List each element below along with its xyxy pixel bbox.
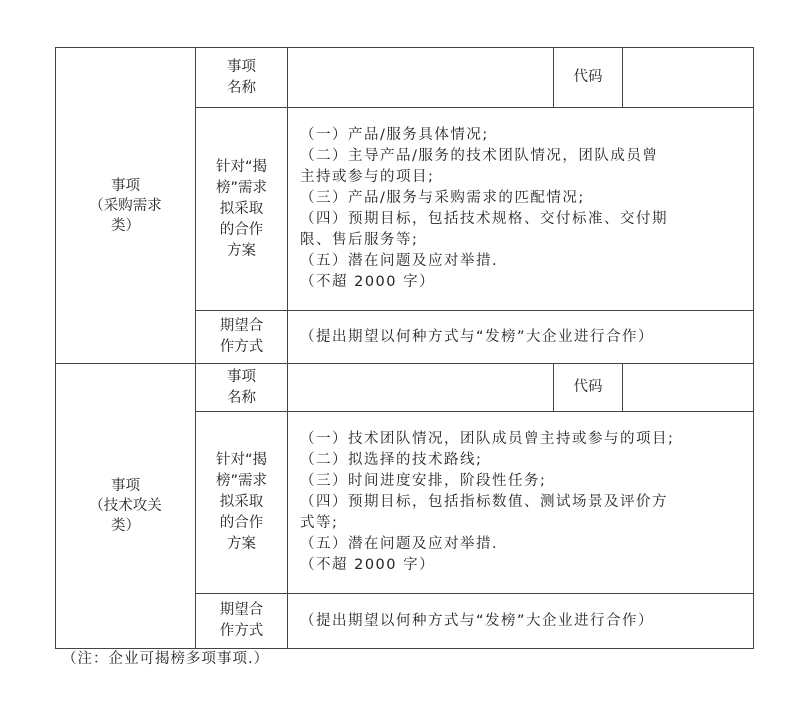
text-line: 期望合 <box>219 602 264 618</box>
application-table <box>55 47 754 649</box>
mode-label <box>196 594 288 649</box>
text-line: （三）产品/服务与采购需求的匹配情况; <box>300 190 585 206</box>
text-line: 事项 <box>111 478 140 494</box>
text-line: 榜”需求 <box>215 179 267 196</box>
text-line: （不超 2000 字） <box>300 274 436 290</box>
text-line: 限、售后服务等; <box>300 232 419 248</box>
text-line: 名称 <box>227 389 256 406</box>
category-cell <box>56 364 196 649</box>
code-label: 代码 <box>554 364 623 412</box>
text-line: 榜”需求 <box>215 473 267 489</box>
text-line: （二）拟选择的技术路线; <box>300 452 483 468</box>
footnote: （注：企业可揭榜多项事项.） <box>62 651 270 667</box>
text-line: 方案 <box>227 536 256 552</box>
text-line: （采购需求 <box>89 197 162 214</box>
mode-label <box>196 311 288 364</box>
mode-field[interactable]: （提出期望以何种方式与“发榜”大企业进行合作） <box>288 594 754 649</box>
text-line: 类） <box>111 217 140 234</box>
text-line: （五）潜在问题及应对举措. <box>300 253 499 269</box>
code-label: 代码 <box>554 48 623 108</box>
text-line: （二）主导产品/服务的技术团队情况，团队成员曾 <box>300 148 659 164</box>
text-line: 类） <box>111 518 140 534</box>
code-field[interactable] <box>623 48 754 108</box>
name-field[interactable] <box>288 48 554 108</box>
plan-field[interactable] <box>288 412 754 594</box>
name-field[interactable] <box>288 364 554 412</box>
text-line: 的合作 <box>219 221 264 238</box>
text-line: 方案 <box>227 242 256 259</box>
text-line: 主持或参与的项目; <box>300 169 435 185</box>
text-line: （五）潜在问题及应对举措. <box>300 536 499 552</box>
text-line: （三）时间进度安排，阶段性任务; <box>300 473 547 489</box>
text-line: （四）预期目标，包括指标数值、测试场景及评价方 <box>300 494 668 510</box>
text-line: 事项 <box>227 368 256 385</box>
text-line: （不超 2000 字） <box>300 557 436 573</box>
plan-field[interactable] <box>288 108 754 311</box>
text-line: 拟采取 <box>219 494 264 510</box>
text-line: 作方式 <box>219 339 264 355</box>
plan-label <box>196 108 288 311</box>
text-line: （一）技术团队情况，团队成员曾主持或参与的项目; <box>300 431 675 447</box>
name-label <box>196 364 288 412</box>
text-line: （一）产品/服务具体情况; <box>300 127 489 143</box>
text-line: 事项 <box>111 177 140 194</box>
text-line: 针对“揭 <box>215 158 267 175</box>
category-cell <box>56 48 196 364</box>
text-line: 拟采取 <box>219 200 264 217</box>
text-line: 的合作 <box>219 515 264 531</box>
code-field[interactable] <box>623 364 754 412</box>
text-line: 事项 <box>227 58 256 75</box>
plan-label <box>196 412 288 594</box>
text-line: （四）预期目标，包括技术规格、交付标准、交付期 <box>300 211 668 227</box>
text-line: （技术攻关 <box>89 498 162 514</box>
text-line: 名称 <box>227 79 256 96</box>
text-line: 针对“揭 <box>215 452 267 468</box>
text-line: 作方式 <box>219 623 264 639</box>
mode-field[interactable]: （提出期望以何种方式与“发榜”大企业进行合作） <box>288 311 754 364</box>
text-line: 式等; <box>300 515 339 531</box>
name-label <box>196 48 288 108</box>
text-line: 期望合 <box>219 318 264 334</box>
